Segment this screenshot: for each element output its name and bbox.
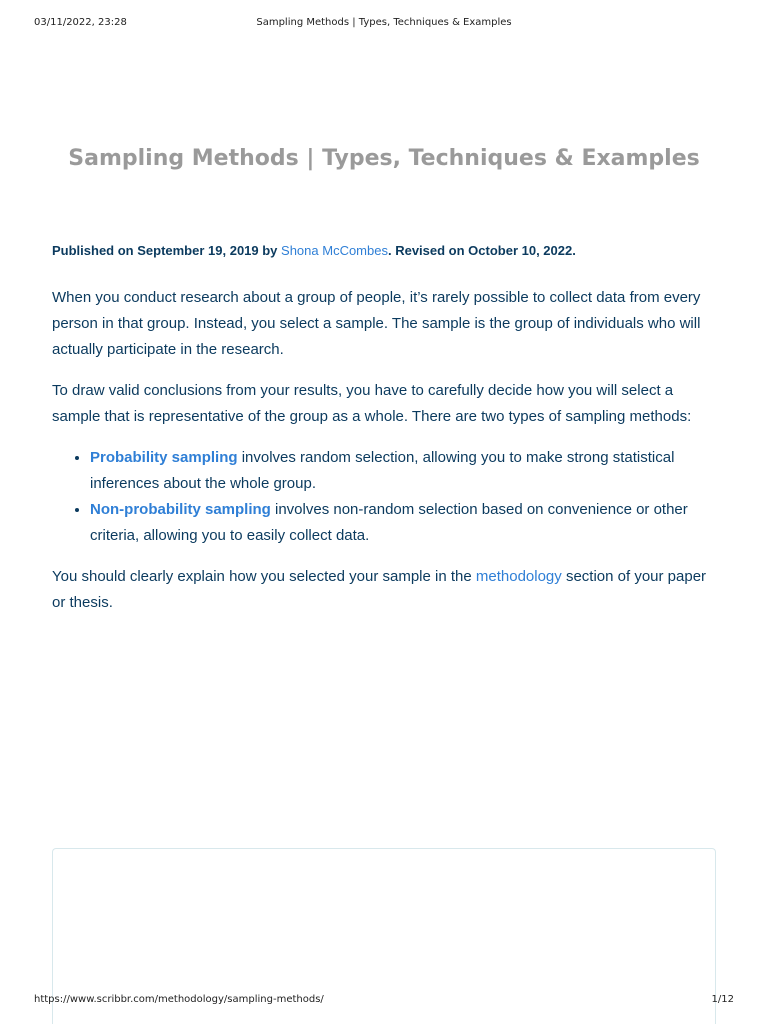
sampling-types-list <box>52 445 720 549</box>
methodology-paragraph <box>52 564 720 616</box>
page-title: Sampling Methods | Types, Techniques & Examples <box>68 146 700 171</box>
print-header-title: Sampling Methods | Types, Techniques & Examples <box>256 17 512 28</box>
author-link[interactable]: Shona McCombes <box>281 243 388 258</box>
list-item <box>90 497 720 549</box>
non-probability-sampling-link[interactable]: Non-probability sampling <box>90 501 271 518</box>
intro-paragraph: When you conduct research about a group of people, it’s rarely possible to collect data from every person in that group. Instead, you select a sample. The sample is the group of individuals who will actually participate in the research. <box>52 289 701 358</box>
methodology-text-before: You should clearly explain how you selected your sample in the <box>52 568 476 585</box>
article-meta <box>52 243 576 258</box>
methodology-link[interactable]: methodology <box>475 568 562 585</box>
revised-date: . Revised on October 10, 2022. <box>387 243 576 258</box>
list-item-text: involves random selection, allowing you to make strong statistical inferences about the whole group. <box>90 449 675 492</box>
print-footer <box>34 994 734 1008</box>
page-url: https://www.scribbr.com/methodology/sampling-methods/ <box>34 994 324 1005</box>
probability-sampling-link[interactable]: Probability sampling <box>90 449 238 466</box>
print-datetime: 03/11/2022, 23:28 <box>34 17 127 28</box>
list-item-text: involves non-random selection based on convenience or other criteria, allowing you to easily collect data. <box>90 501 688 544</box>
list-item <box>90 445 720 497</box>
page-number: 1/12 <box>711 994 734 1005</box>
print-header <box>34 17 734 31</box>
types-paragraph: To draw valid conclusions from your results, you have to carefully decide how you will select a sample that is representative of the group as a whole. There are two types of sampling methods: <box>52 382 692 425</box>
article-body <box>52 285 720 631</box>
published-date: Published on September 19, 2019 by <box>52 243 282 258</box>
methodology-text-after: section of your paper or thesis. <box>52 568 707 611</box>
